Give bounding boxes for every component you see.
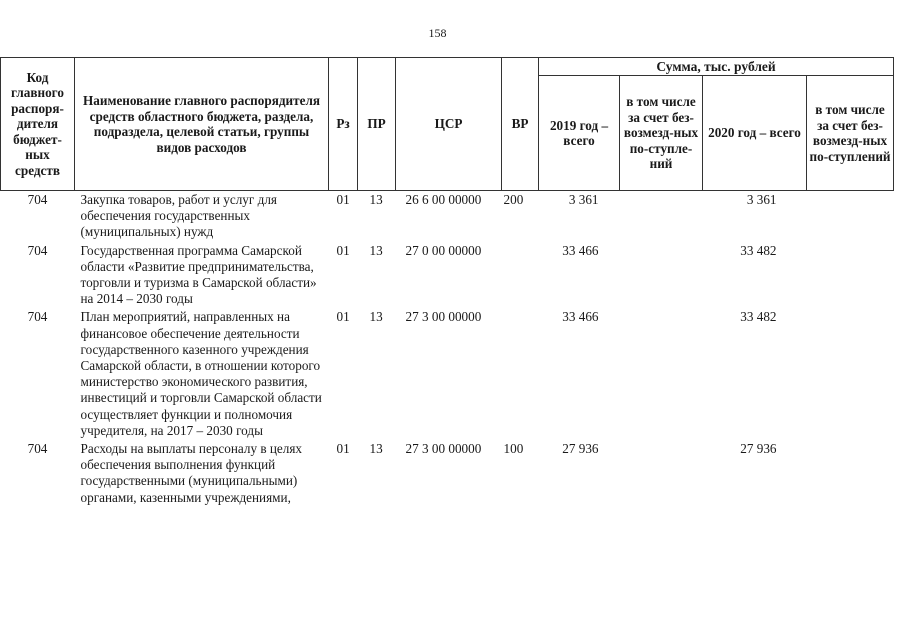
cell-2020-free	[807, 241, 894, 308]
cell-rz: 01	[336, 309, 350, 325]
cell-csr: 26 6 00 00000	[405, 192, 482, 207]
cell-code: 704	[27, 192, 48, 207]
table-body	[1, 191, 894, 506]
table-row	[1, 307, 894, 439]
header-pr: ПР	[358, 58, 396, 191]
header-2020-free: в том числе за счет без-возмезд-ных по-ступлений	[807, 76, 894, 191]
cell-2019-free	[620, 307, 703, 439]
header-rz: Рз	[329, 58, 358, 191]
cell-2020-total: 33 482	[740, 242, 777, 258]
cell-2019-free	[620, 191, 703, 241]
cell-2019-total: 27 936	[562, 441, 599, 457]
cell-csr: 27 3 00 00000	[405, 309, 482, 325]
header-2020-total: 2020 год – всего	[703, 76, 807, 191]
cell-rz: 01	[336, 242, 350, 258]
header-name: Наименование главного распорядителя средств областного бюджета, раздела, подраздела, целевой статьи, группы видов расходов	[75, 58, 329, 191]
table-row	[1, 191, 894, 241]
cell-name: Государственная программа Самарской области «Развитие предпринимательства, торговли и туризма в Самарской области» на 2014 – 2030 годы	[80, 242, 317, 307]
cell-pr: 13	[369, 192, 383, 207]
cell-2019-total: 3 361	[568, 192, 599, 207]
cell-2020-free	[807, 191, 894, 241]
table-row	[1, 439, 894, 506]
cell-2020-total: 33 482	[740, 309, 777, 325]
cell-rz: 01	[336, 192, 350, 207]
cell-csr: 27 3 00 00000	[405, 441, 482, 457]
cell-pr: 13	[369, 309, 383, 325]
cell-2020-free	[807, 307, 894, 439]
cell-2020-free	[807, 439, 894, 506]
cell-2020-total: 3 361	[746, 192, 777, 207]
budget-table	[0, 57, 894, 506]
cell-2019-total: 33 466	[562, 242, 599, 258]
table-row	[1, 241, 894, 308]
cell-2019-total: 33 466	[562, 309, 599, 325]
cell-code: 704	[27, 309, 48, 325]
cell-vr	[502, 241, 539, 308]
header-2019-total: 2019 год – всего	[539, 76, 620, 191]
header-2019-free: в том числе за счет без-возмезд-ных по-ступле-ний	[620, 76, 703, 191]
header-vr: ВР	[502, 58, 539, 191]
cell-code: 704	[27, 242, 48, 258]
page-number: 158	[428, 26, 447, 40]
cell-vr	[502, 307, 539, 439]
cell-vr: 100	[503, 441, 524, 457]
cell-2020-total: 27 936	[740, 441, 777, 457]
cell-2019-free	[620, 439, 703, 506]
table-header	[1, 58, 894, 191]
cell-name: План мероприятий, направленных на финансовое обеспечение деятельности государственного казенного учреждения Самарской области, в отношении которого министерство экономического развития, инвестиций и торговли Самарской области осуществляет функции и полномочия учредителя, на 2017 – 2030 годы	[80, 309, 322, 438]
cell-name: Закупка товаров, работ и услуг для обеспечения государственных (муниципальных) нужд	[80, 192, 277, 240]
cell-2019-free	[620, 241, 703, 308]
cell-pr: 13	[369, 441, 383, 457]
cell-rz: 01	[336, 441, 350, 457]
cell-vr: 200	[503, 192, 524, 207]
cell-code: 704	[27, 441, 48, 457]
header-csr: ЦСР	[396, 58, 502, 191]
header-code: Код главного распоря-дителя бюджет-ных средств	[1, 58, 75, 191]
cell-name: Расходы на выплаты персоналу в целях обеспечения выполнения функций государственными (муниципальными) органами, казенными учреждениями,	[80, 441, 303, 505]
cell-pr: 13	[369, 242, 383, 258]
header-sum: Сумма, тыс. рублей	[539, 58, 894, 76]
cell-csr: 27 0 00 00000	[405, 242, 482, 258]
